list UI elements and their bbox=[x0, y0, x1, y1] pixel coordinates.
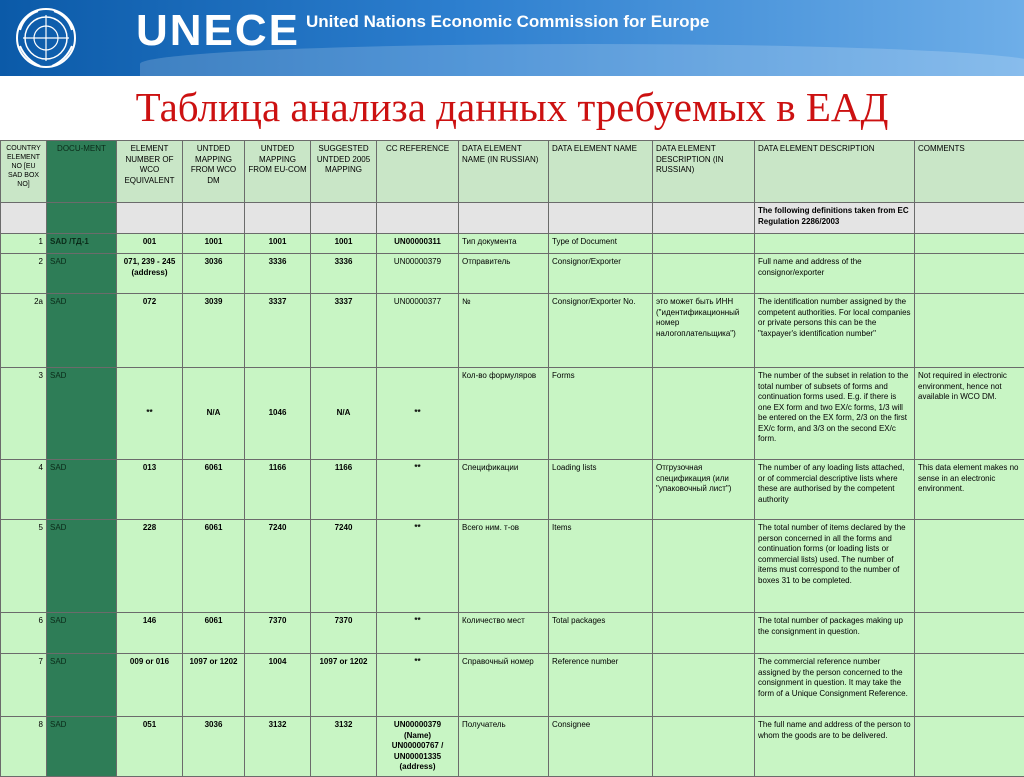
element-no-cell: 2 bbox=[1, 254, 47, 294]
untded-wco-dm-cell: 3039 bbox=[183, 294, 245, 368]
untded-eu-com-cell: 1001 bbox=[245, 234, 311, 254]
cc-reference-cell: UN00000311 bbox=[377, 234, 459, 254]
document-cell: SAD bbox=[47, 654, 117, 717]
empty-cell bbox=[549, 203, 653, 234]
document-cell: SAD bbox=[47, 294, 117, 368]
logo-text: UNECE bbox=[136, 6, 300, 56]
description-russian-cell: Отгрузочная спецификация (или "упаковочный лист") bbox=[653, 460, 755, 520]
data-analysis-table bbox=[0, 140, 1024, 777]
description-russian-cell: это может быть ИНН ("идентификационный номер налогоплательщика") bbox=[653, 294, 755, 368]
column-header: UNTDED MAPPING FROM WCO DM bbox=[183, 141, 245, 203]
empty-cell bbox=[915, 203, 1024, 234]
description-russian-cell bbox=[653, 654, 755, 717]
table-row bbox=[1, 654, 1024, 717]
name-russian-cell: № bbox=[459, 294, 549, 368]
column-header: UNTDED MAPPING FROM EU-COM bbox=[245, 141, 311, 203]
suggested-untded-cell: 3337 bbox=[311, 294, 377, 368]
table-row bbox=[1, 368, 1024, 460]
empty-cell bbox=[653, 203, 755, 234]
document-cell: SAD bbox=[47, 368, 117, 460]
wco-element-cell: 009 or 016 bbox=[117, 654, 183, 717]
cc-reference-cell: ** bbox=[377, 520, 459, 613]
element-description-cell: The full name and address of the person to whom the goods are to be delivered. bbox=[755, 717, 915, 777]
column-header: DOCU-MENT bbox=[47, 141, 117, 203]
name-russian-cell: Получатель bbox=[459, 717, 549, 777]
description-russian-cell bbox=[653, 520, 755, 613]
name-russian-cell: Спецификации bbox=[459, 460, 549, 520]
suggested-untded-cell: 1001 bbox=[311, 234, 377, 254]
wco-element-cell: 228 bbox=[117, 520, 183, 613]
untded-eu-com-cell: 1166 bbox=[245, 460, 311, 520]
untded-wco-dm-cell: 3036 bbox=[183, 254, 245, 294]
column-header: DATA ELEMENT DESCRIPTION (IN RUSSIAN) bbox=[653, 141, 755, 203]
element-no-cell: 1 bbox=[1, 234, 47, 254]
column-header: CC REFERENCE bbox=[377, 141, 459, 203]
document-cell: SAD bbox=[47, 254, 117, 294]
untded-eu-com-cell: 1004 bbox=[245, 654, 311, 717]
cc-reference-cell: ** bbox=[377, 368, 459, 460]
wco-element-cell: 013 bbox=[117, 460, 183, 520]
description-russian-cell bbox=[653, 234, 755, 254]
wco-element-cell: 072 bbox=[117, 294, 183, 368]
element-description-cell: The total number of packages making up the consignment in question. bbox=[755, 613, 915, 654]
name-russian-cell: Количество мест bbox=[459, 613, 549, 654]
element-no-cell: 6 bbox=[1, 613, 47, 654]
empty-cell bbox=[459, 203, 549, 234]
element-description-cell: The total number of items declared by the person concerned in all the forms and continuation forms (or loading lists or commercial lists) used. The number of items must correspond to the number of boxes 31 to be completed. bbox=[755, 520, 915, 613]
document-cell: SAD bbox=[47, 717, 117, 777]
cc-reference-cell: UN00000379 (Name) UN00000767 / UN00001335 (address) bbox=[377, 717, 459, 777]
suggested-untded-cell: 7240 bbox=[311, 520, 377, 613]
element-no-cell: 7 bbox=[1, 654, 47, 717]
suggested-untded-cell: 1097 or 1202 bbox=[311, 654, 377, 717]
table-header-row bbox=[1, 141, 1024, 203]
comments-cell bbox=[915, 294, 1024, 368]
empty-cell bbox=[47, 203, 117, 234]
comments-cell bbox=[915, 520, 1024, 613]
element-no-cell: 3 bbox=[1, 368, 47, 460]
comments-cell bbox=[915, 254, 1024, 294]
element-name-cell: Items bbox=[549, 520, 653, 613]
wco-element-cell: 071, 239 - 245 (address) bbox=[117, 254, 183, 294]
element-no-cell: 2a bbox=[1, 294, 47, 368]
wco-element-cell: ** bbox=[117, 368, 183, 460]
un-emblem-icon bbox=[14, 6, 78, 70]
empty-cell bbox=[117, 203, 183, 234]
element-name-cell: Loading lists bbox=[549, 460, 653, 520]
document-cell: SAD /ТД-1 bbox=[47, 234, 117, 254]
name-russian-cell: Кол-во формуляров bbox=[459, 368, 549, 460]
header-banner bbox=[0, 0, 1024, 76]
suggested-untded-cell: 3336 bbox=[311, 254, 377, 294]
document-cell: SAD bbox=[47, 613, 117, 654]
untded-eu-com-cell: 3336 bbox=[245, 254, 311, 294]
definitions-note: The following definitions taken from EC Regulation 2286/2003 bbox=[755, 203, 915, 234]
element-description-cell: Full name and address of the consignor/exporter bbox=[755, 254, 915, 294]
column-header: SUGGESTED UNTDED 2005 MAPPING bbox=[311, 141, 377, 203]
name-russian-cell: Тип документа bbox=[459, 234, 549, 254]
table-row bbox=[1, 254, 1024, 294]
logo-subtitle: United Nations Economic Commission for Europe bbox=[306, 12, 709, 32]
document-cell: SAD bbox=[47, 460, 117, 520]
name-russian-cell: Всего ним. т-ов bbox=[459, 520, 549, 613]
description-russian-cell bbox=[653, 254, 755, 294]
element-name-cell: Total packages bbox=[549, 613, 653, 654]
column-header: COMMENTS bbox=[915, 141, 1024, 203]
untded-wco-dm-cell: N/A bbox=[183, 368, 245, 460]
element-description-cell: The number of the subset in relation to the total number of subsets of forms and continuation forms used. E.g. if there is one EX form and two EX/c forms, 1/3 will be entered on the EX form, 2/3 on the first EX/c form, and 3/3 on the second EX/c form. bbox=[755, 368, 915, 460]
untded-wco-dm-cell: 3036 bbox=[183, 717, 245, 777]
empty-cell bbox=[245, 203, 311, 234]
page-title: Таблица анализа данных требуемых в ЕАД bbox=[0, 78, 1024, 136]
column-header: DATA ELEMENT NAME (IN RUSSIAN) bbox=[459, 141, 549, 203]
untded-wco-dm-cell: 6061 bbox=[183, 613, 245, 654]
untded-eu-com-cell: 7370 bbox=[245, 613, 311, 654]
table-row bbox=[1, 294, 1024, 368]
name-russian-cell: Справочный номер bbox=[459, 654, 549, 717]
empty-cell bbox=[183, 203, 245, 234]
empty-cell bbox=[1, 203, 47, 234]
cc-reference-cell: UN00000379 bbox=[377, 254, 459, 294]
untded-wco-dm-cell: 6061 bbox=[183, 460, 245, 520]
cc-reference-cell: ** bbox=[377, 613, 459, 654]
wco-element-cell: 001 bbox=[117, 234, 183, 254]
comments-cell: This data element makes no sense in an electronic environment. bbox=[915, 460, 1024, 520]
comments-cell bbox=[915, 654, 1024, 717]
element-name-cell: Consignee bbox=[549, 717, 653, 777]
column-header: COUNTRY ELEMENT NO [EU SAD BOX NO] bbox=[1, 141, 47, 203]
column-header: DATA ELEMENT DESCRIPTION bbox=[755, 141, 915, 203]
element-description-cell: The identification number assigned by the competent authorities. For local companies or private persons this can be the "taxpayer's identification number" bbox=[755, 294, 915, 368]
table-row bbox=[1, 613, 1024, 654]
element-description-cell: The commercial reference number assigned by the person concerned to the consignment in question. It may take the form of a Unique Consignment Reference. bbox=[755, 654, 915, 717]
element-name-cell: Consignor/Exporter bbox=[549, 254, 653, 294]
element-description-cell bbox=[755, 234, 915, 254]
element-no-cell: 4 bbox=[1, 460, 47, 520]
element-description-cell: The number of any loading lists attached, or of commercial descriptive lists where these are authorised by the competent authority bbox=[755, 460, 915, 520]
cc-reference-cell: UN00000377 bbox=[377, 294, 459, 368]
untded-wco-dm-cell: 1001 bbox=[183, 234, 245, 254]
element-name-cell: Forms bbox=[549, 368, 653, 460]
untded-eu-com-cell: 1046 bbox=[245, 368, 311, 460]
comments-cell: Not required in electronic environment, hence not available in WCO DM. bbox=[915, 368, 1024, 460]
document-cell: SAD bbox=[47, 520, 117, 613]
column-header: DATA ELEMENT NAME bbox=[549, 141, 653, 203]
element-no-cell: 8 bbox=[1, 717, 47, 777]
element-name-cell: Type of Document bbox=[549, 234, 653, 254]
cc-reference-cell: ** bbox=[377, 654, 459, 717]
empty-cell bbox=[377, 203, 459, 234]
cc-reference-cell: ** bbox=[377, 460, 459, 520]
suggested-untded-cell: N/A bbox=[311, 368, 377, 460]
table-row bbox=[1, 460, 1024, 520]
description-russian-cell bbox=[653, 368, 755, 460]
element-name-cell: Consignor/Exporter No. bbox=[549, 294, 653, 368]
suggested-untded-cell: 7370 bbox=[311, 613, 377, 654]
description-russian-cell bbox=[653, 613, 755, 654]
untded-wco-dm-cell: 1097 or 1202 bbox=[183, 654, 245, 717]
comments-cell bbox=[915, 613, 1024, 654]
wco-element-cell: 051 bbox=[117, 717, 183, 777]
untded-eu-com-cell: 3337 bbox=[245, 294, 311, 368]
table-row bbox=[1, 520, 1024, 613]
suggested-untded-cell: 3132 bbox=[311, 717, 377, 777]
table-row bbox=[1, 234, 1024, 254]
element-name-cell: Reference number bbox=[549, 654, 653, 717]
wco-element-cell: 146 bbox=[117, 613, 183, 654]
untded-wco-dm-cell: 6061 bbox=[183, 520, 245, 613]
empty-cell bbox=[311, 203, 377, 234]
untded-eu-com-cell: 3132 bbox=[245, 717, 311, 777]
element-no-cell: 5 bbox=[1, 520, 47, 613]
name-russian-cell: Отправитель bbox=[459, 254, 549, 294]
suggested-untded-cell: 1166 bbox=[311, 460, 377, 520]
column-header: ELEMENT NUMBER OF WCO EQUIVALENT bbox=[117, 141, 183, 203]
comments-cell bbox=[915, 234, 1024, 254]
table-subheader-row bbox=[1, 203, 1024, 234]
untded-eu-com-cell: 7240 bbox=[245, 520, 311, 613]
